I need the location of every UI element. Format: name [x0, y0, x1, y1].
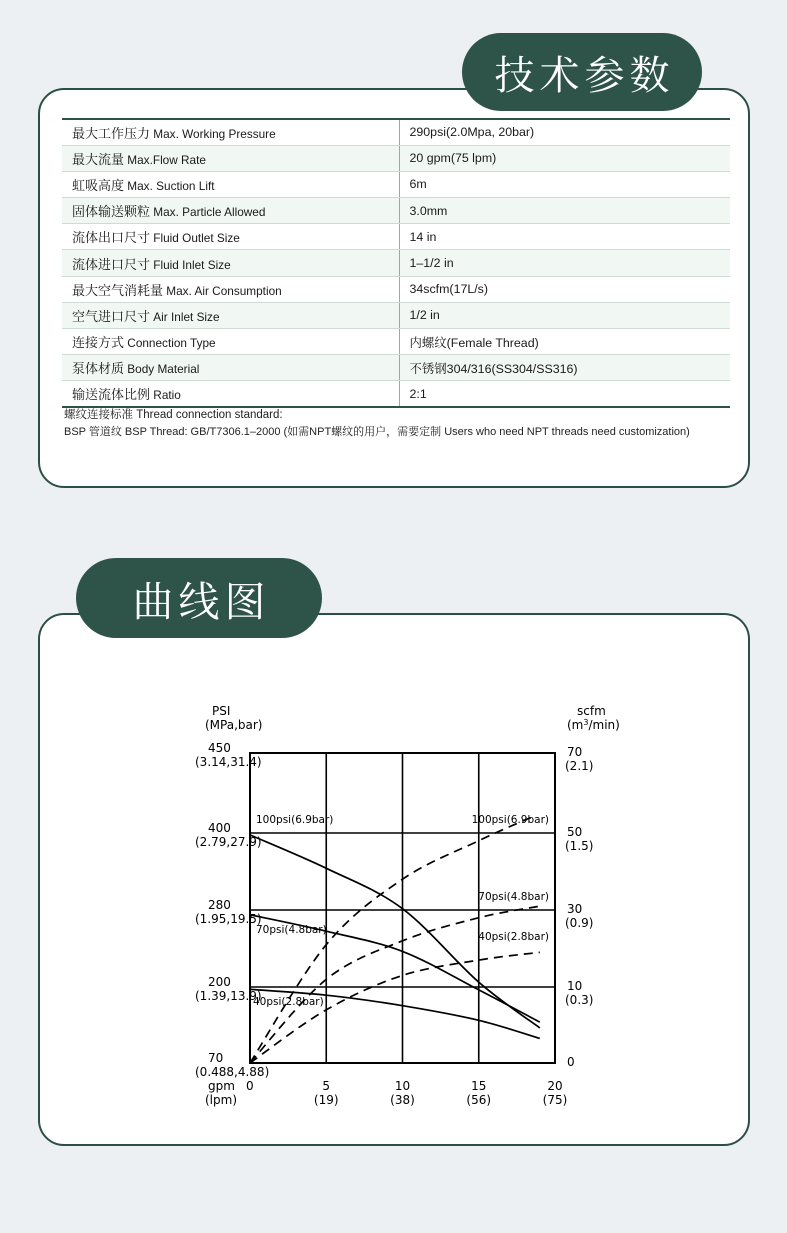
y-axis-right-tick: 0 — [567, 1055, 575, 1069]
spec-label-cell — [62, 381, 399, 407]
spec-label-cn: 虹吸高度 — [72, 177, 125, 193]
curve-annotation-5: 40psi(2.8bar) — [478, 931, 549, 943]
curve-chart-svg — [40, 615, 752, 1148]
y-axis-left-tick-secondary: (2.79,27.9) — [195, 835, 262, 849]
spec-label-en: Max. Air Consumption — [163, 283, 282, 298]
spec-label-cn: 固体输送颗粒 — [72, 204, 151, 220]
table-row — [62, 119, 730, 145]
x-axis-tick-secondary: (19) — [313, 1093, 339, 1107]
curve-annotation-2: 70psi(4.8bar) — [256, 924, 327, 936]
spec-label-en: Connection Type — [124, 336, 216, 351]
y-axis-left-tick-secondary: (1.39,13.9) — [195, 989, 262, 1003]
y-axis-left-tick: 400 — [208, 821, 231, 835]
curve-annotation-1: 100psi(6.9bar) — [471, 814, 549, 826]
spec-label-en: Max. Working Pressure — [150, 126, 276, 141]
table-row — [62, 355, 730, 381]
thread-standard-footnote — [64, 407, 740, 440]
spec-label-en: Fluid Outlet Size — [150, 231, 240, 246]
table-row — [62, 302, 730, 328]
spec-label-cell — [62, 224, 399, 250]
y-axis-right-tick: 10 — [567, 979, 583, 993]
table-row — [62, 198, 730, 224]
spec-value-cell: 不锈钢304/316(SS304/SS316) — [399, 355, 730, 381]
y-axis-left-unit: PSI — [212, 704, 231, 718]
x-axis-tick: 0 — [246, 1079, 254, 1093]
spec-label-cn: 空气进口尺寸 — [72, 308, 151, 324]
table-row — [62, 329, 730, 355]
spec-label-cn: 流体出口尺寸 — [72, 230, 151, 246]
x-axis-tick-secondary: (38) — [390, 1093, 415, 1107]
performance-curve-chart — [40, 615, 752, 1148]
table-row — [62, 381, 730, 407]
spec-label-cn: 最大工作压力 — [72, 125, 151, 141]
spec-value-cell: 20 gpm(75 lpm) — [399, 145, 730, 171]
spec-card — [38, 88, 750, 488]
spec-label-cell — [62, 171, 399, 197]
spec-label-en: Max. Suction Lift — [124, 178, 215, 193]
table-row — [62, 250, 730, 276]
curve-annotation-3: 70psi(4.8bar) — [478, 891, 549, 903]
x-axis-unit-secondary: (lpm) — [205, 1093, 238, 1107]
chart-card — [38, 613, 750, 1146]
spec-value-cell: 2:1 — [399, 381, 730, 407]
section-badge-technical-parameters: 技术参数 — [462, 33, 702, 111]
spec-label-en: Air Inlet Size — [150, 309, 220, 324]
spec-label-cell — [62, 198, 399, 224]
y-axis-left-tick-secondary: (3.14,31.4) — [195, 755, 262, 769]
x-axis-tick: 10 — [394, 1079, 411, 1093]
spec-value-cell: 290psi(2.0Mpa, 20bar) — [399, 119, 730, 145]
spec-table-wrapper — [62, 118, 730, 408]
y-axis-right-tick-secondary: (0.3) — [565, 993, 594, 1007]
y-axis-left-unit-secondary: (MPa,bar) — [205, 718, 263, 732]
spec-label-cn: 最大流量 — [72, 151, 125, 167]
table-row — [62, 171, 730, 197]
spec-value-cell: 6m — [399, 171, 730, 197]
y-axis-right-tick-secondary: (0.9) — [565, 916, 594, 930]
spec-label-en: Ratio — [150, 388, 181, 403]
spec-label-cn: 流体进口尺寸 — [72, 256, 151, 272]
section-badge-curve-chart: 曲线图 — [76, 558, 322, 638]
table-row — [62, 224, 730, 250]
y-axis-left-tick: 280 — [208, 898, 231, 912]
spec-label-cell — [62, 355, 399, 381]
x-axis-tick: 15 — [471, 1079, 487, 1093]
spec-label-cell — [62, 276, 399, 302]
y-axis-left-tick-secondary: (1.95,19.5) — [195, 912, 262, 926]
y-axis-right-tick-secondary: (1.5) — [565, 839, 594, 853]
spec-label-cn: 连接方式 — [72, 335, 125, 351]
spec-value-cell: 14 in — [399, 224, 730, 250]
spec-value-cell: 3.0mm — [399, 198, 730, 224]
footnote-line-1: 螺纹连接标准 Thread connection standard: — [64, 409, 283, 421]
x-axis-tick: 5 — [322, 1079, 331, 1093]
spec-label-cell — [62, 329, 399, 355]
footnote-line-2: BSP 管道纹 BSP Thread: GB/T7306.1–2000 (如需NPT螺纹的用户，需要定制 Users who need NPT threads need customization) — [64, 425, 690, 438]
x-axis-tick-secondary: (75) — [542, 1093, 568, 1107]
spec-label-cell — [62, 119, 399, 145]
y-axis-left-tick: 450 — [208, 741, 231, 755]
x-axis-tick: 20 — [547, 1079, 563, 1093]
y-axis-left-tick: 70 — [208, 1051, 224, 1065]
y-axis-left-tick-secondary: (0.488,4.88) — [195, 1065, 270, 1079]
curve-annotation-4: 40psi(2.8bar) — [253, 996, 324, 1008]
y-axis-right-tick: 70 — [567, 745, 583, 759]
spec-label-cell — [62, 145, 399, 171]
x-axis-tick-secondary: (56) — [466, 1093, 492, 1107]
spec-value-cell: 1–1/2 in — [399, 250, 730, 276]
spec-label-en: Fluid Inlet Size — [150, 257, 231, 272]
spec-label-en: Max. Particle Allowed — [150, 205, 266, 220]
y-axis-right-unit-secondary: $(m^3/\min)$ — [567, 718, 620, 732]
table-row — [62, 145, 730, 171]
y-axis-right-tick: 30 — [567, 902, 583, 916]
spec-label-cell — [62, 302, 399, 328]
spec-value-cell: 1/2 in — [399, 302, 730, 328]
y-axis-right-tick: 50 — [567, 825, 583, 839]
table-row — [62, 276, 730, 302]
spec-value-cell: 内螺纹(Female Thread) — [399, 329, 730, 355]
spec-table — [62, 118, 730, 408]
y-axis-right-unit: scfm — [577, 704, 606, 718]
spec-value-cell: 34scfm(17L/s) — [399, 276, 730, 302]
curve-annotation-0: 100psi(6.9bar) — [256, 814, 334, 826]
spec-label-cn: 最大空气消耗量 — [72, 282, 164, 298]
spec-label-cn: 泵体材质 — [72, 361, 125, 377]
x-axis-unit: gpm — [208, 1079, 235, 1093]
y-axis-left-tick: 200 — [208, 975, 231, 989]
spec-label-en: Body Material — [124, 362, 200, 377]
spec-label-cn: 输送流体比例 — [72, 387, 151, 403]
spec-label-cell — [62, 250, 399, 276]
y-axis-right-tick-secondary: (2.1) — [565, 759, 594, 773]
spec-label-en: Max.Flow Rate — [124, 152, 206, 167]
